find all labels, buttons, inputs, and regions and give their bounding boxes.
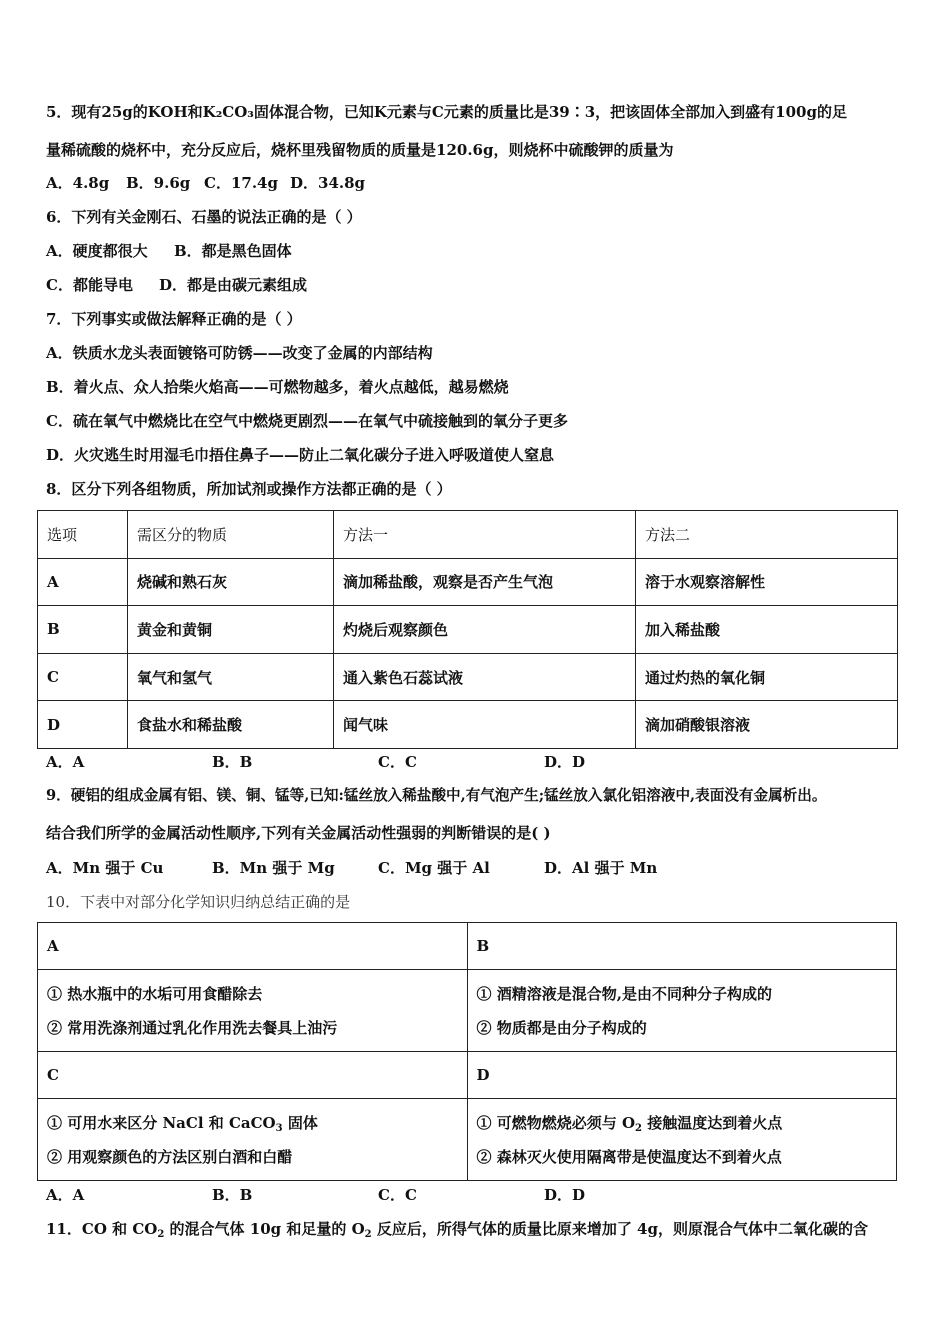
q10-d-item1 bbox=[477, 1106, 888, 1140]
q8-cell: 烧碱和熟石灰 bbox=[128, 558, 334, 606]
q9-option-b[interactable]: B．Mn 强于 Mg bbox=[212, 859, 335, 877]
q10-option-b[interactable]: B．B bbox=[212, 1186, 253, 1204]
q8-option-c[interactable]: C．C bbox=[378, 753, 417, 771]
q8-header-option: 选项 bbox=[38, 511, 128, 559]
q8-table-header bbox=[38, 511, 898, 559]
q10-b-item1: ① 酒精溶液是混合物,是由不同种分子构成的 bbox=[476, 984, 772, 1003]
q10-c-item1 bbox=[47, 1106, 458, 1140]
q10-label-a: A bbox=[38, 923, 468, 970]
q8-cell: D bbox=[38, 701, 128, 749]
q8-cell: B bbox=[38, 606, 128, 654]
q6-option-b[interactable]: B．都是黑色固体 bbox=[174, 242, 292, 260]
q6-option-a[interactable]: A．硬度都很大 bbox=[46, 242, 148, 260]
q5-options bbox=[46, 173, 365, 193]
q7-option-c[interactable]: C．硫在氧气中燃烧比在空气中燃烧更剧烈——在氧气中硫接触到的氧分子更多 bbox=[46, 412, 568, 430]
q8-cell: 食盐水和稀盐酸 bbox=[128, 701, 334, 749]
table-row bbox=[38, 970, 897, 1052]
q10-cell-a bbox=[38, 970, 468, 1052]
q8-header-method2: 方法二 bbox=[636, 511, 898, 559]
q10-d-item1-subscript: 2 bbox=[635, 1122, 642, 1134]
q9-options bbox=[46, 858, 657, 878]
q8-stem: 8．区分下列各组物质，所加试剂或操作方法都正确的是（ ） bbox=[46, 480, 452, 498]
q8-cell: 溶于水观察溶解性 bbox=[636, 558, 898, 606]
q8-cell: 氧气和氢气 bbox=[128, 653, 334, 701]
q8-header-substances: 需区分的物质 bbox=[128, 511, 334, 559]
table-row bbox=[38, 558, 898, 606]
q10-cell-c bbox=[38, 1099, 468, 1181]
q10-label-c: C bbox=[38, 1052, 468, 1099]
q10-c-item1-tail: 固体 bbox=[282, 1113, 318, 1132]
q10-cell-d bbox=[467, 1099, 897, 1181]
q11-subscript-1: 2 bbox=[157, 1229, 165, 1240]
q10-c-item1-subscript: 3 bbox=[275, 1122, 283, 1134]
q10-d-item1-text: ① 可燃物燃烧必须与 O bbox=[476, 1113, 636, 1132]
q10-option-d[interactable]: D．D bbox=[544, 1186, 586, 1204]
q11-subscript-2: 2 bbox=[364, 1229, 372, 1240]
q6-options-row1 bbox=[46, 241, 292, 261]
q5-option-a[interactable]: A．4.8g bbox=[46, 174, 110, 192]
q10-label-d: D bbox=[467, 1052, 897, 1099]
q9-stem-line2: 结合我们所学的金属活动性顺序,下列有关金属活动性强弱的判断错误的是( ) bbox=[46, 824, 551, 842]
q8-table bbox=[37, 510, 898, 749]
q7-stem: 7．下列事实或做法解释正确的是（ ） bbox=[46, 310, 302, 328]
q11-text-3: 反应后，所得气体的质量比原来增加了 4g，则原混合气体中二氧化碳的含 bbox=[371, 1220, 868, 1238]
q10-a-item2: ② 常用洗涤剂通过乳化作用洗去餐具上油污 bbox=[47, 1018, 338, 1037]
q8-cell: 通过灼热的氧化铜 bbox=[636, 653, 898, 701]
q10-c-item2: ② 用观察颜色的方法区别白酒和白醋 bbox=[47, 1147, 293, 1166]
q6-options-row2 bbox=[46, 275, 307, 295]
q5-option-c[interactable]: C．17.4g bbox=[204, 174, 278, 192]
table-row bbox=[38, 1052, 897, 1099]
table-row bbox=[38, 1099, 897, 1181]
q8-cell: A bbox=[38, 558, 128, 606]
q7-option-a[interactable]: A．铁质水龙头表面镀铬可防锈——改变了金属的内部结构 bbox=[46, 344, 433, 362]
table-row bbox=[38, 923, 897, 970]
q8-cell: 通入紫色石蕊试液 bbox=[334, 653, 636, 701]
q7-option-b[interactable]: B．着火点、众人拾柴火焰高——可燃物越多，着火点越低，越易燃烧 bbox=[46, 378, 509, 396]
q6-option-d[interactable]: D．都是由碳元素组成 bbox=[159, 276, 308, 294]
q11-text-1: 11．CO 和 CO bbox=[46, 1220, 158, 1238]
q11-text-2: 的混合气体 10g 和足量的 O bbox=[164, 1220, 365, 1238]
q8-header-method1: 方法一 bbox=[334, 511, 636, 559]
q5-option-d[interactable]: D．34.8g bbox=[290, 174, 366, 192]
q9-option-c[interactable]: C．Mg 强于 Al bbox=[378, 859, 490, 877]
q7-option-d[interactable]: D．火灾逃生时用湿毛巾捂住鼻子——防止二氧化碳分子进入呼吸道使人窒息 bbox=[46, 446, 555, 464]
q8-cell: 闻气味 bbox=[334, 701, 636, 749]
table-row bbox=[38, 606, 898, 654]
q8-cell: C bbox=[38, 653, 128, 701]
q10-options bbox=[46, 1185, 585, 1205]
q9-option-a[interactable]: A．Mn 强于 Cu bbox=[46, 859, 164, 877]
q10-option-a[interactable]: A．A bbox=[46, 1186, 85, 1204]
q6-option-c[interactable]: C．都能导电 bbox=[46, 276, 133, 294]
q6-stem: 6．下列有关金刚石、石墨的说法正确的是（ ） bbox=[46, 208, 362, 226]
q10-c-item1-text: ① 可用水来区分 NaCl 和 CaCO bbox=[47, 1113, 276, 1132]
q9-stem-line1: 9．硬铝的组成金属有铝、镁、铜、锰等,已知:锰丝放入稀盐酸中,有气泡产生;锰丝放入氯化铝溶液中,表面没有金属析出。 bbox=[46, 787, 827, 804]
q8-option-a[interactable]: A．A bbox=[46, 753, 85, 771]
table-row bbox=[38, 701, 898, 749]
table-row bbox=[38, 653, 898, 701]
q8-option-b[interactable]: B．B bbox=[212, 753, 253, 771]
q8-options bbox=[46, 752, 585, 772]
q10-stem: 10．下表中对部分化学知识归纳总结正确的是 bbox=[46, 893, 351, 911]
q10-b-item2: ② 物质都是由分子构成的 bbox=[476, 1018, 647, 1037]
q8-cell: 滴加稀盐酸，观察是否产生气泡 bbox=[334, 558, 636, 606]
q8-cell: 加入稀盐酸 bbox=[636, 606, 898, 654]
q5-stem-line1: 5．现有25g的KOH和K₂CO₃固体混合物，已知K元素与C元素的质量比是39∶3，把该固体全部加入到盛有100g的足 bbox=[46, 103, 847, 121]
q8-cell: 黄金和黄铜 bbox=[128, 606, 334, 654]
q8-option-d[interactable]: D．D bbox=[544, 753, 586, 771]
q8-cell: 灼烧后观察颜色 bbox=[334, 606, 636, 654]
q9-option-d[interactable]: D．Al 强于 Mn bbox=[544, 859, 658, 877]
q10-d-item1-tail: 接触温度达到着火点 bbox=[641, 1113, 783, 1132]
q10-a-item1: ① 热水瓶中的水垢可用食醋除去 bbox=[47, 984, 263, 1003]
q10-cell-b bbox=[467, 970, 897, 1052]
q10-option-c[interactable]: C．C bbox=[378, 1186, 417, 1204]
q8-cell: 滴加硝酸银溶液 bbox=[636, 701, 898, 749]
q11-stem bbox=[46, 1219, 868, 1239]
q5-option-b[interactable]: B．9.6g bbox=[126, 174, 191, 192]
q10-table bbox=[37, 922, 897, 1181]
q10-label-b: B bbox=[467, 923, 897, 970]
q5-stem-line2: 量稀硫酸的烧杯中，充分反应后，烧杯里残留物质的质量是120.6g，则烧杯中硫酸钾的质量为 bbox=[46, 141, 674, 159]
q10-d-item2: ② 森林灭火使用隔离带是使温度达不到着火点 bbox=[476, 1147, 782, 1166]
